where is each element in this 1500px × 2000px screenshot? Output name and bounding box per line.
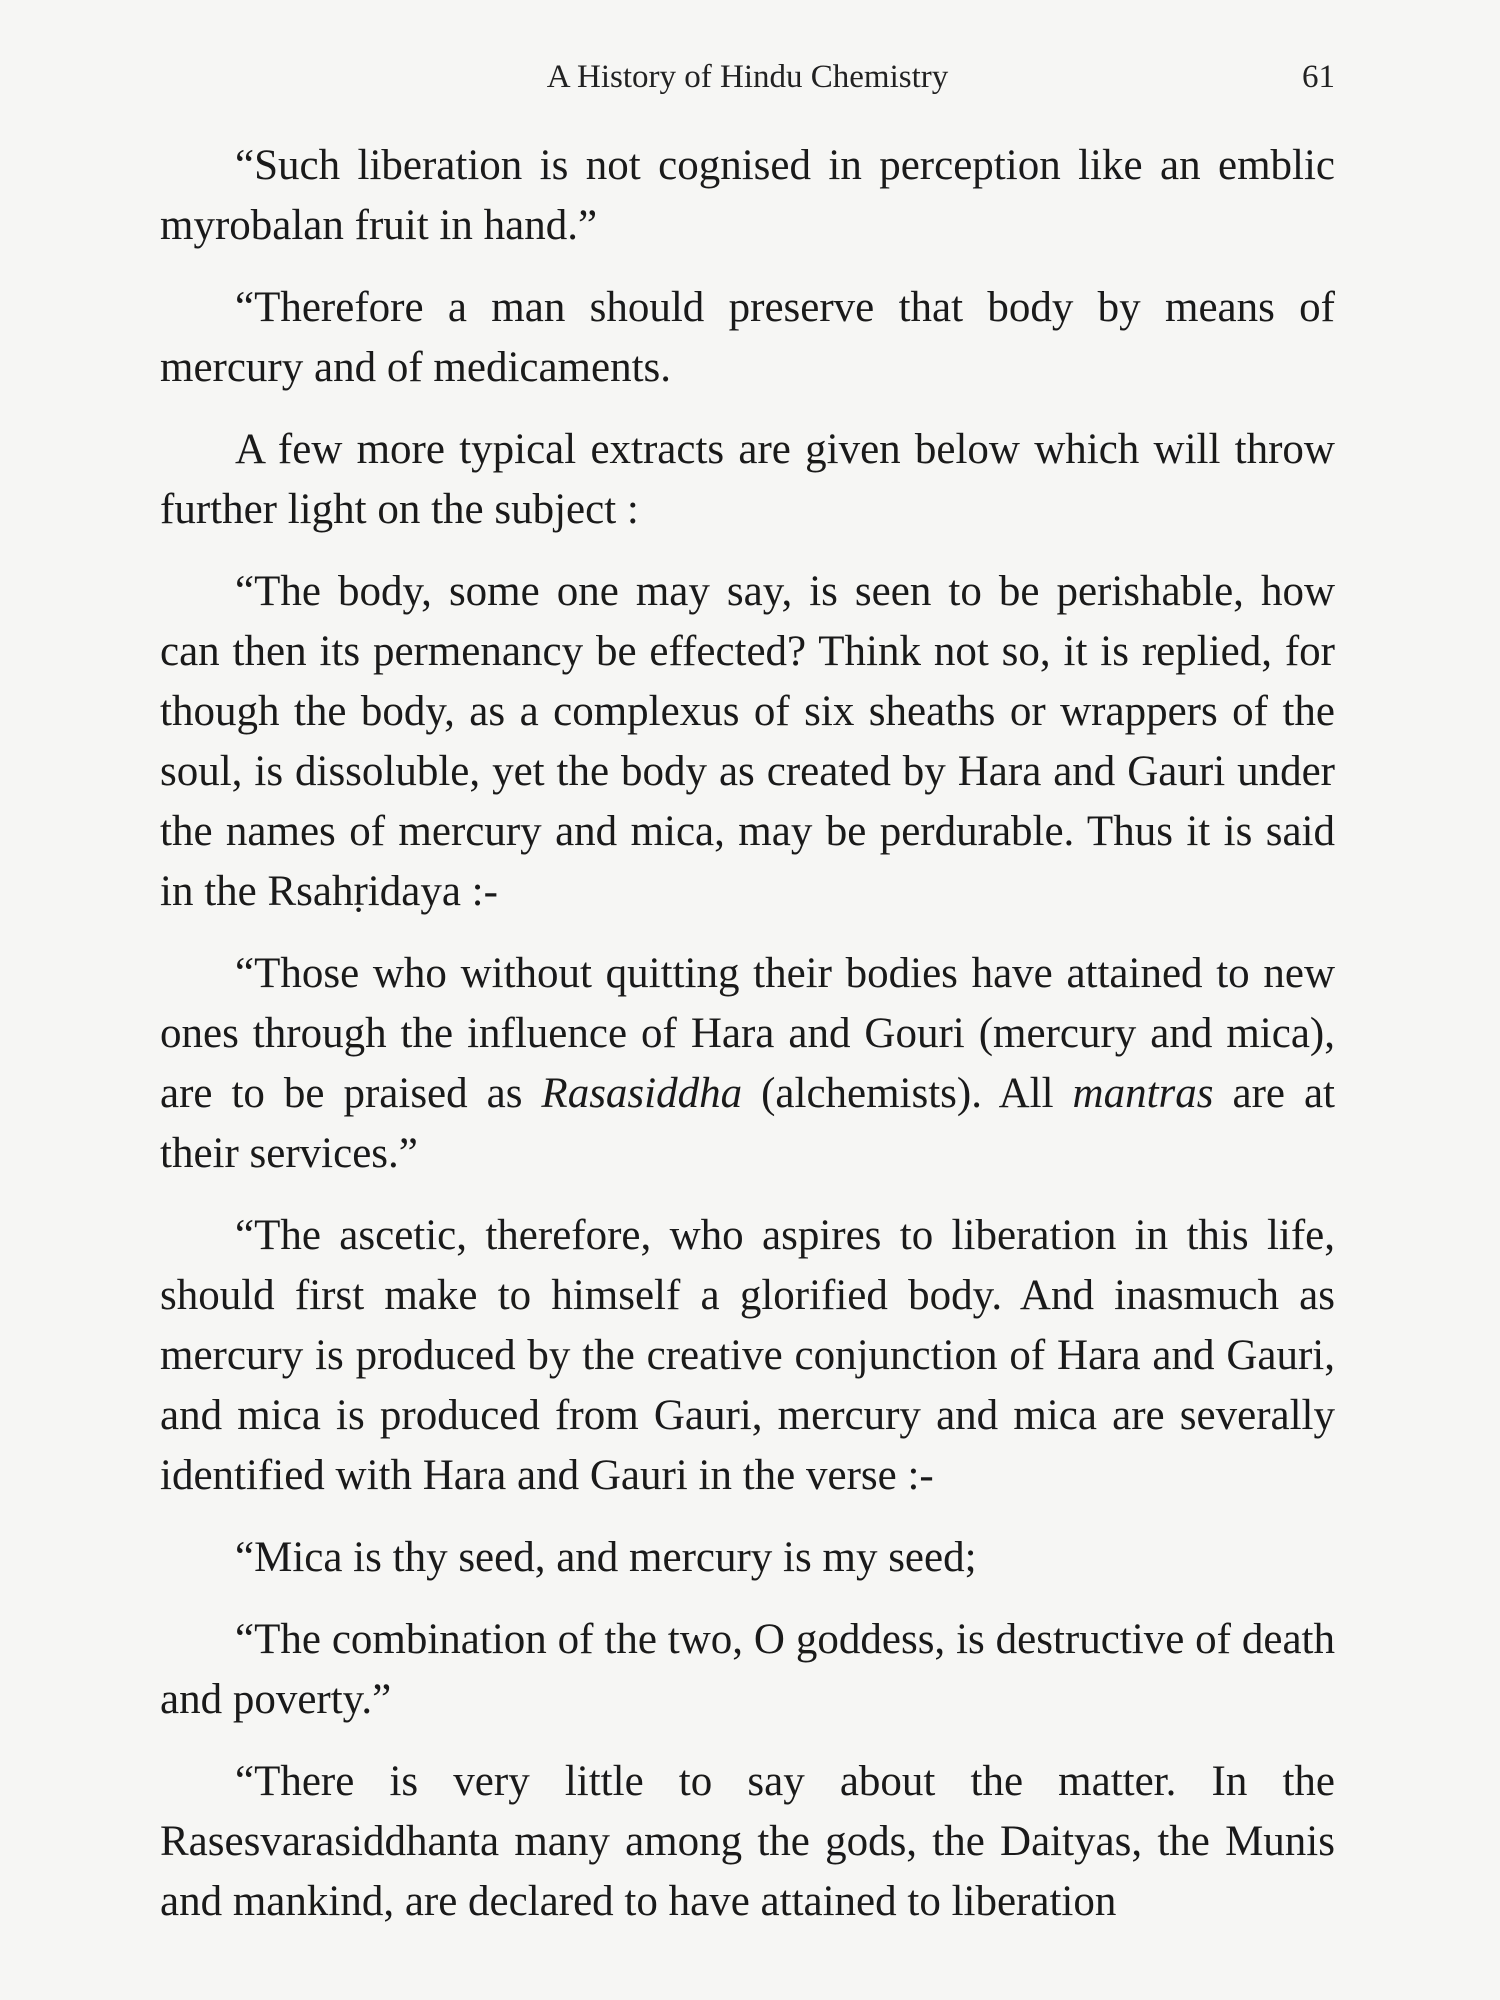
paragraph-5-italic-rasasiddha: Rasasiddha [541, 1070, 743, 1117]
body-text [160, 136, 1335, 1954]
paragraph-5 [160, 944, 1335, 1184]
paragraph-8: “The combination of the two, O goddess, is destructive of death and poverty.” [160, 1616, 1335, 1723]
paragraph-2: “Therefore a man should preserve that body by means of mercury and of medicaments. [160, 284, 1335, 391]
paragraph-5-text-e: are at their services.” [160, 1070, 1335, 1177]
paragraph-1: “Such liberation is not cognised in perception like an emblic myrobalan fruit in hand.” [160, 142, 1335, 249]
paragraph-7: “Mica is thy seed, and mercury is my seed; [235, 1534, 977, 1581]
paragraph-6: “The ascetic, therefore, who aspires to liberation in this life, should first make to himself a glorified body. And inasmuch as mercury is produced by the creative conjunction of Hara and Gauri, and mica is produced from Gauri, mercury and mica are severally identified with Hara and Gauri in the verse :- [160, 1212, 1335, 1499]
paragraph-5-text-c: (alchemists). All [742, 1070, 1073, 1117]
running-head [160, 52, 1335, 102]
paragraph-9: “There is very little to say about the matter. In the Rasesvarasiddhanta many among the gods, the Daityas, the Munis and mankind, are declared to have attained to liberation [160, 1758, 1335, 1925]
paragraph-3: A few more typical extracts are given below which will throw further light on the subject : [160, 426, 1335, 533]
paragraph-5-text-a: “Those who without quitting their bodies have attained to new ones through the influence of Hara and Gouri (mercury and mica), are to be praised as [160, 950, 1335, 1117]
running-title: A History of Hindu Chemistry [546, 59, 949, 95]
paragraph-5-italic-mantras: mantras [1072, 1070, 1214, 1117]
page-number: 61 [1302, 59, 1335, 95]
paragraph-4: “The body, some one may say, is seen to be perishable, how can then its permenancy be effected? Think not so, it is replied, for though the body, as a complexus of six sheaths or wrappers of the soul, is dissoluble, yet the body as created by Hara and Gauri under the names of mercury and mica, may be perdurable. Thus it is said in the Rsahṛidaya :- [160, 568, 1335, 915]
